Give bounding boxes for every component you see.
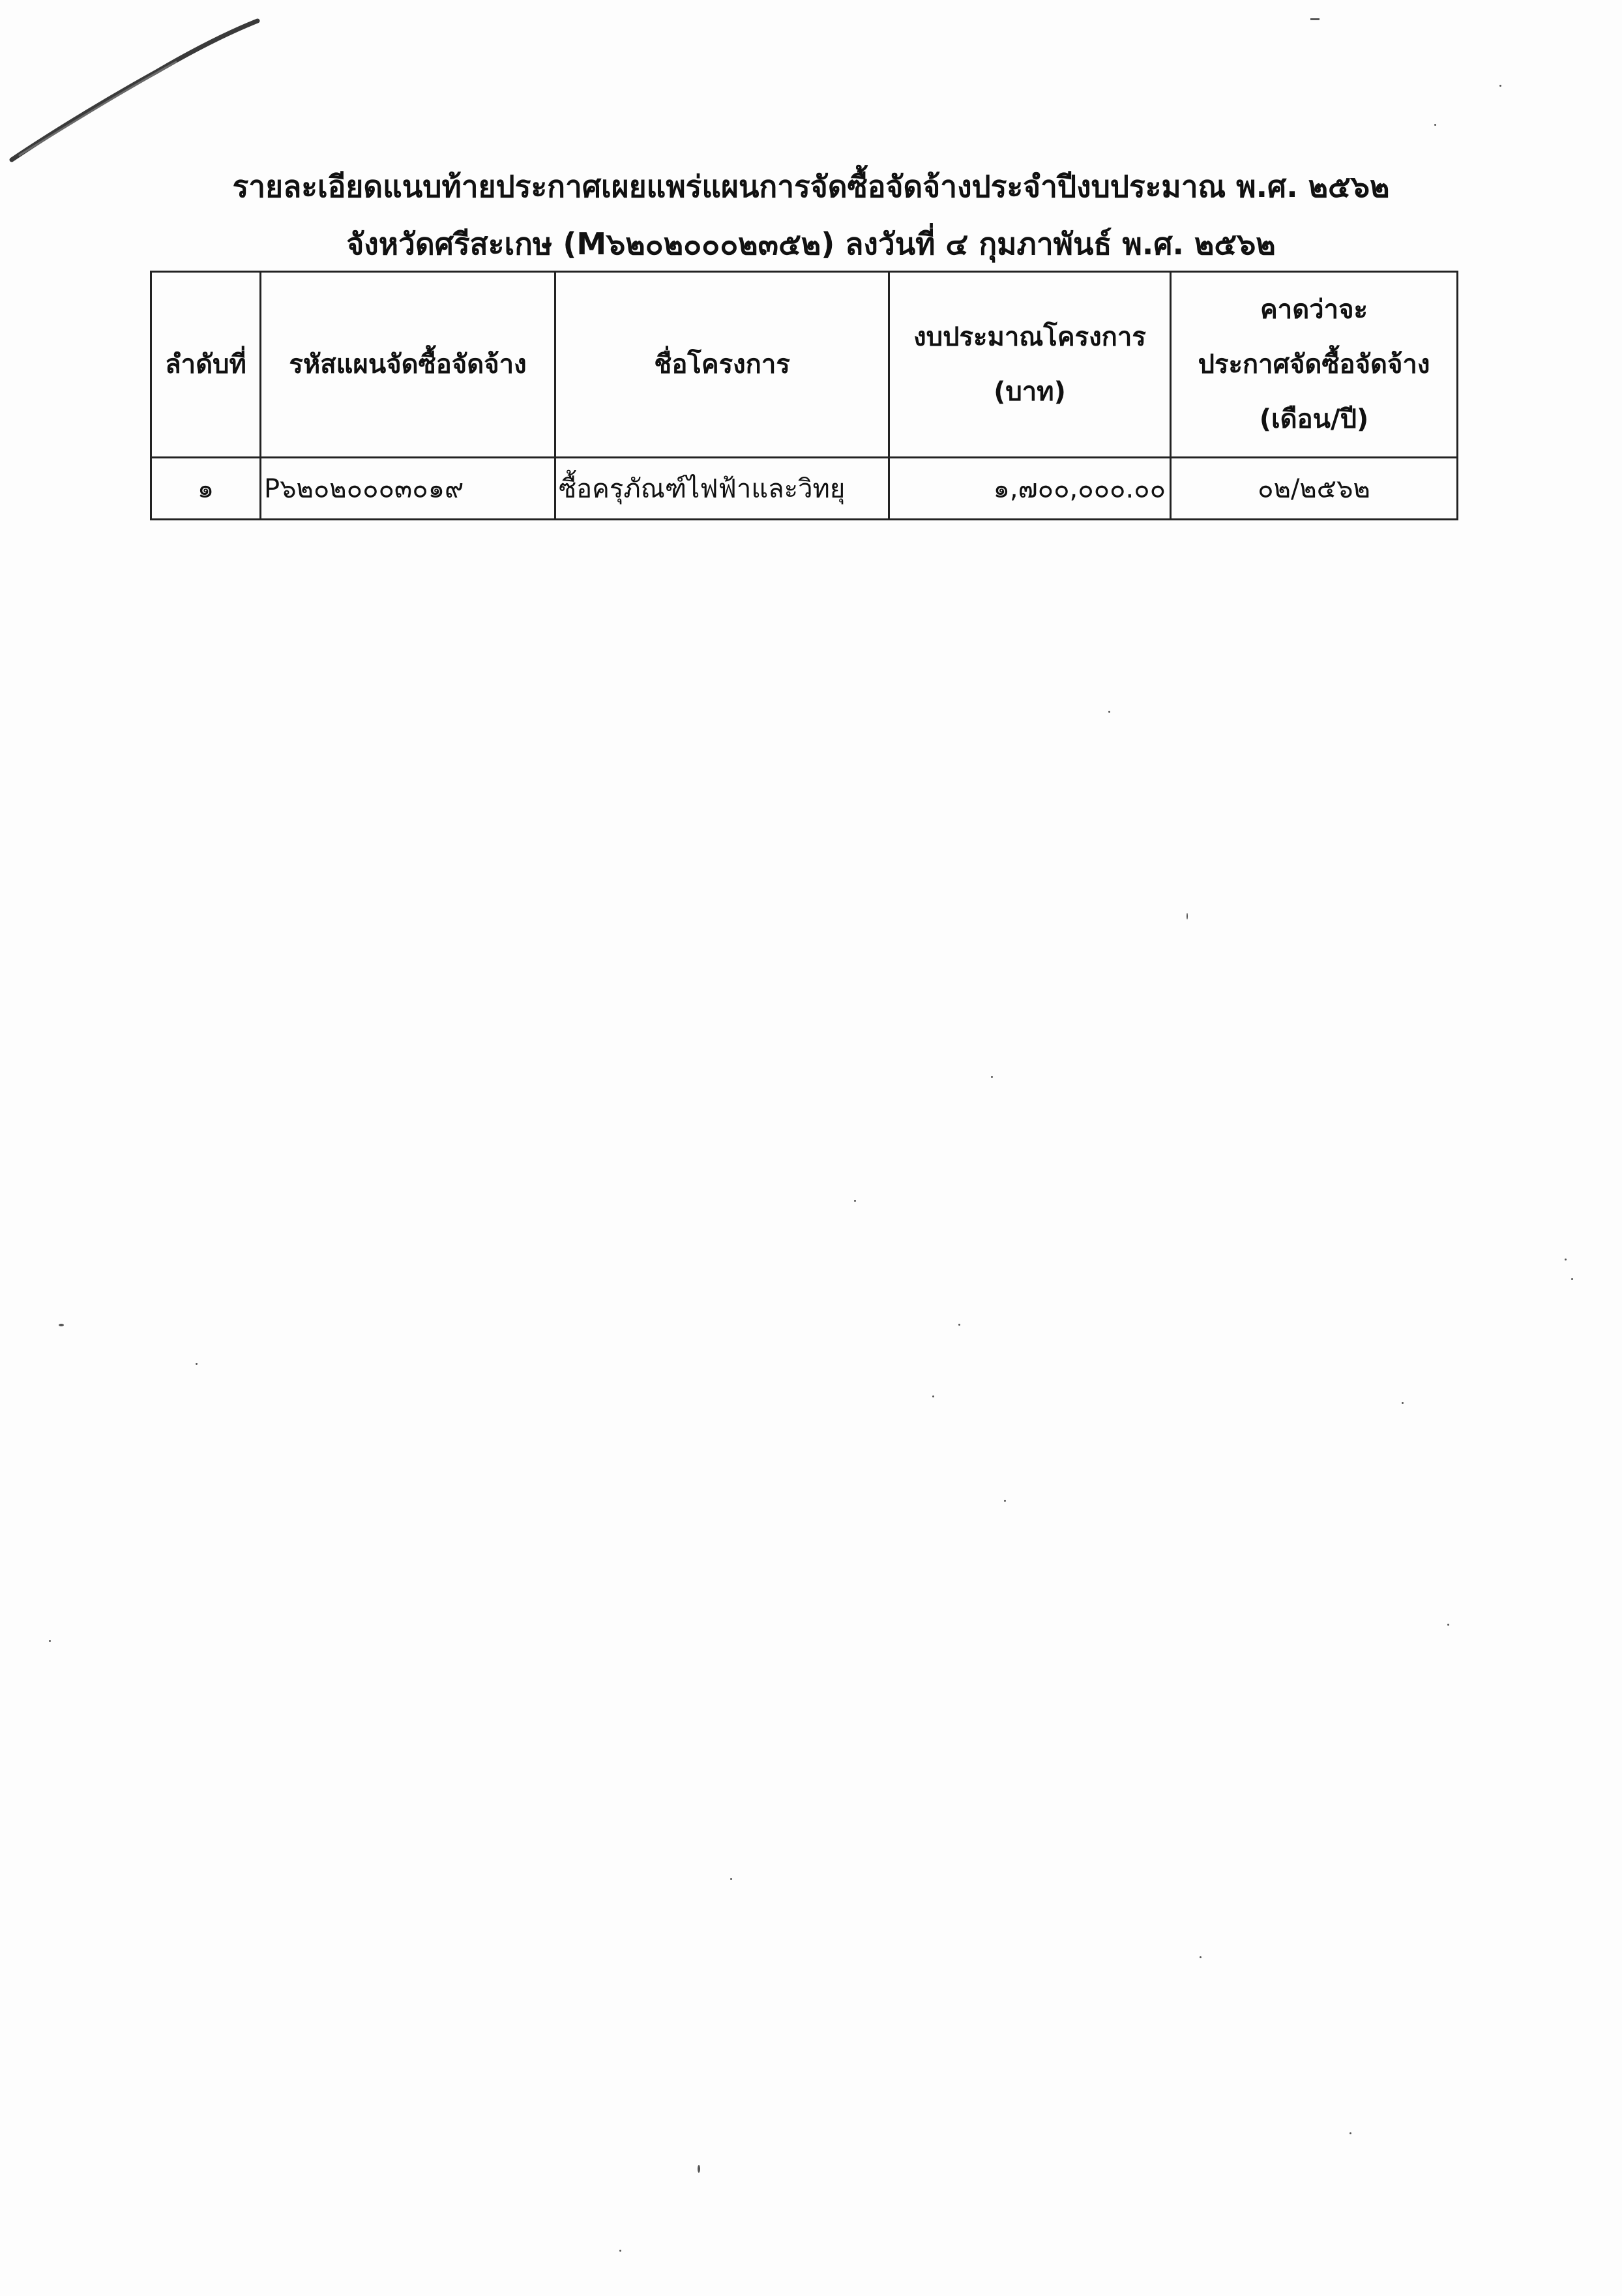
scan-speck bbox=[1310, 18, 1320, 20]
cell-budget: ๑,๗๐๐,๐๐๐.๐๐ bbox=[889, 458, 1171, 520]
table-header-row bbox=[151, 272, 1458, 458]
scan-speck bbox=[1499, 85, 1501, 87]
header-budget-line2: (บาท) bbox=[994, 377, 1066, 407]
header-expected-line1: คาดว่าจะ bbox=[1260, 295, 1368, 325]
document-subtitle: จังหวัดศรีสะเกษ (M๖๒๐๒๐๐๐๒๓๕๒) ลงวันที่ ๔ กุมภาพันธ์ พ.ศ. ๒๕๖๒ bbox=[346, 226, 1276, 261]
scan-speck bbox=[854, 1200, 856, 1202]
document-title: รายละเอียดแนบท้ายประกาศเผยแพร่แผนการจัดซื้อจัดจ้างประจำปีงบประมาณ พ.ศ. ๒๕๖๒ bbox=[232, 169, 1390, 204]
scan-speck bbox=[1200, 1956, 1202, 1958]
scan-speck bbox=[932, 1395, 934, 1397]
header-budget-line1: งบประมาณโครงการ bbox=[913, 322, 1146, 352]
scan-speck bbox=[1447, 1624, 1449, 1626]
cell-plan-code: P๖๒๐๒๐๐๐๓๐๑๙ bbox=[261, 458, 555, 520]
scan-speck bbox=[1187, 913, 1188, 919]
scan-speck bbox=[1108, 711, 1110, 713]
scan-speck bbox=[1565, 1259, 1567, 1260]
scan-speck bbox=[730, 1878, 732, 1880]
scan-speck bbox=[59, 1324, 64, 1326]
scan-speck bbox=[619, 2250, 621, 2252]
scan-speck bbox=[1571, 1278, 1573, 1280]
header-expected-line3: (เดือน/ปี) bbox=[1259, 404, 1369, 434]
scan-speck bbox=[991, 1076, 993, 1078]
header-plan-code: รหัสแผนจัดซื้อจัดจ้าง bbox=[261, 272, 555, 458]
scan-speck bbox=[698, 2165, 700, 2173]
header-expected-line2: ประกาศจัดซื้อจัดจ้าง bbox=[1198, 350, 1430, 380]
scan-mark-stroke bbox=[7, 13, 267, 163]
scan-speck bbox=[1004, 1500, 1006, 1502]
scan-speck bbox=[196, 1363, 198, 1365]
cell-expected-date: ๐๒/๒๕๖๒ bbox=[1171, 458, 1458, 520]
scan-speck bbox=[958, 1324, 960, 1326]
scan-speck bbox=[1434, 124, 1436, 126]
header-expected-date bbox=[1171, 272, 1458, 458]
scan-speck bbox=[1402, 1402, 1404, 1404]
header-budget bbox=[889, 272, 1171, 458]
cell-seq: ๑ bbox=[151, 458, 261, 520]
scan-speck bbox=[49, 1640, 51, 1642]
table-row bbox=[151, 458, 1458, 520]
scan-speck bbox=[1349, 2132, 1351, 2134]
procurement-plan-table bbox=[150, 271, 1458, 520]
header-project-name: ชื่อโครงการ bbox=[555, 272, 889, 458]
cell-project-name: ซื้อครุภัณฑ์ไฟฟ้าและวิทยุ bbox=[555, 458, 889, 520]
header-seq: ลำดับที่ bbox=[151, 272, 261, 458]
